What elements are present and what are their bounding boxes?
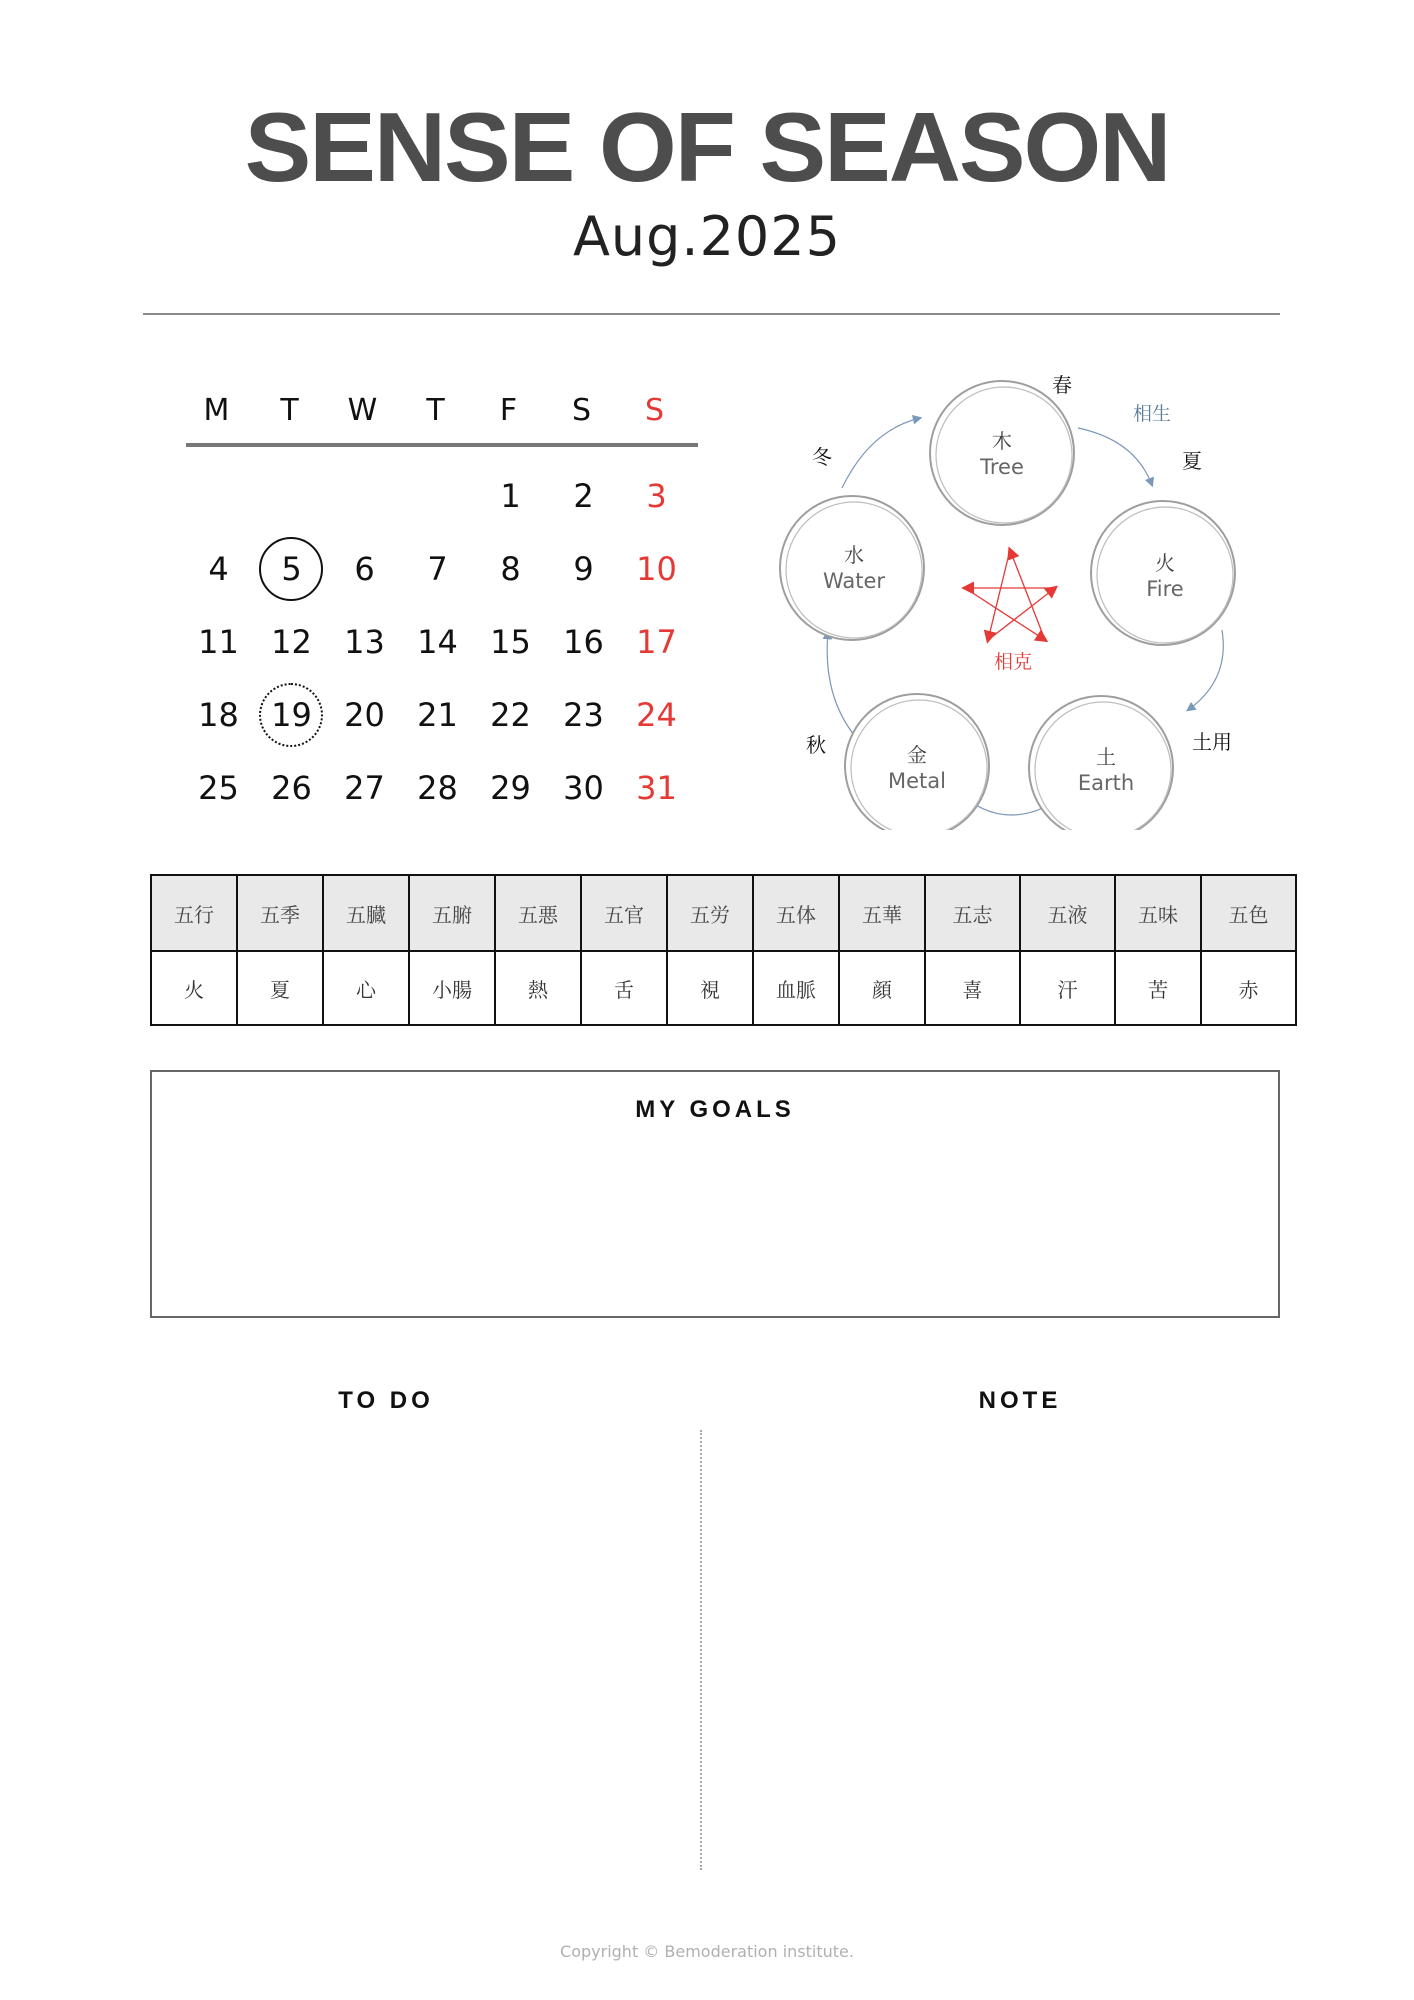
calendar-day-18[interactable]: 18 [198, 696, 239, 734]
table-value-cell: 視 [667, 951, 753, 1025]
calendar-week-row [182, 606, 702, 679]
calendar-day-2[interactable]: 2 [573, 477, 594, 515]
calendar-day-13[interactable]: 13 [344, 623, 385, 661]
table-value-cell: 心 [323, 951, 409, 1025]
month-subtitle: Aug.2025 [572, 205, 842, 268]
calendar-day-empty [328, 460, 401, 533]
season-summer: 夏 [1182, 449, 1202, 473]
calendar-day-29[interactable]: 29 [490, 769, 531, 807]
note-title: NOTE [978, 1387, 1062, 1414]
element-earth-kanji: 土 [1096, 745, 1116, 769]
arrow-tree-to-fire [1078, 428, 1152, 485]
table-value-cell: 夏 [237, 951, 323, 1025]
calendar-day-20[interactable]: 20 [344, 696, 385, 734]
weekday-wed: W [347, 393, 378, 428]
table-value-cell: 舌 [581, 951, 667, 1025]
season-autumn: 秋 [806, 733, 826, 757]
table-header-cell: 五味 [1115, 875, 1201, 951]
table-header-cell: 五官 [581, 875, 667, 951]
calendar-day-23[interactable]: 23 [563, 696, 604, 734]
weekday-tue: T [280, 393, 299, 428]
calendar-day-empty [182, 460, 255, 533]
season-doyo: 土用 [1192, 730, 1232, 754]
table-value-row [151, 951, 1296, 1025]
weekday-mon: M [203, 393, 230, 428]
element-circle-tree [930, 381, 1074, 525]
arrow-fire-to-earth [1188, 630, 1223, 710]
calendar-week-row [182, 679, 702, 752]
calendar-day-14[interactable]: 14 [417, 623, 458, 661]
element-metal-kanji: 金 [907, 743, 927, 767]
goals-title: MY GOALS [635, 1096, 795, 1123]
calendar-day-empty [255, 460, 328, 533]
calendar-header-rule [186, 443, 698, 447]
calendar-day-16[interactable]: 16 [563, 623, 604, 661]
element-circle-water [780, 496, 924, 640]
calendar-day-26[interactable]: 26 [271, 769, 312, 807]
table-header-cell: 五行 [151, 875, 237, 951]
calendar-day-9[interactable]: 9 [573, 550, 594, 588]
season-winter: 冬 [812, 445, 832, 469]
weekday-sat: S [571, 393, 592, 428]
calendar-day-6[interactable]: 6 [354, 550, 375, 588]
weekday-thu: T [426, 393, 445, 428]
generating-label: 相生 [1132, 403, 1172, 425]
calendar-day-1[interactable]: 1 [500, 477, 521, 515]
calendar-day-28[interactable]: 28 [417, 769, 458, 807]
element-metal-name: Metal [888, 769, 946, 793]
element-water-kanji: 水 [844, 543, 864, 567]
element-fire-name: Fire [1146, 577, 1184, 601]
table-value-cell: 苦 [1115, 951, 1201, 1025]
weekday-sun: S [644, 393, 665, 428]
element-water-name: Water [822, 569, 886, 593]
calendar-day-25[interactable]: 25 [198, 769, 239, 807]
calendar-day-empty [401, 460, 474, 533]
element-tree-kanji: 木 [992, 429, 1012, 453]
calendar-day-3[interactable]: 3 [646, 477, 667, 515]
table-header-row [151, 875, 1296, 951]
calendar-day-19[interactable]: 19 [255, 679, 328, 752]
element-tree-name: Tree [980, 455, 1024, 479]
five-elements-table [150, 874, 1297, 1026]
table-value-cell: 血脈 [753, 951, 839, 1025]
calendar-day-8[interactable]: 8 [500, 550, 521, 588]
page-title: SENSE OF SEASON [244, 92, 1170, 202]
element-fire-kanji: 火 [1155, 551, 1175, 575]
dotted-highlight-circle [259, 683, 323, 747]
calendar-day-17[interactable]: 17 [636, 623, 677, 661]
calendar-day-31[interactable]: 31 [636, 769, 677, 807]
table-value-cell: 火 [151, 951, 237, 1025]
calendar-week-row [182, 752, 702, 825]
table-header-cell: 五悪 [495, 875, 581, 951]
five-elements-diagram [760, 370, 1280, 830]
table-header-cell: 五腑 [409, 875, 495, 951]
table-header-cell: 五志 [925, 875, 1020, 951]
season-spring: 春 [1052, 373, 1072, 397]
todo-note-divider [700, 1430, 702, 1870]
table-value-cell: 小腸 [409, 951, 495, 1025]
calendar-day-11[interactable]: 11 [198, 623, 239, 661]
calendar-day-27[interactable]: 27 [344, 769, 385, 807]
calendar-day-21[interactable]: 21 [417, 696, 458, 734]
element-earth-name: Earth [1077, 771, 1135, 795]
table-value-cell: 熱 [495, 951, 581, 1025]
table-value-cell: 顔 [839, 951, 925, 1025]
calendar-day-7[interactable]: 7 [427, 550, 448, 588]
arrow-metal-to-water [827, 632, 860, 742]
table-header-cell: 五液 [1020, 875, 1115, 951]
table-header-cell: 五季 [237, 875, 323, 951]
calendar-week-row [182, 460, 702, 533]
calendar-day-22[interactable]: 22 [490, 696, 531, 734]
controlling-label: 相克 [993, 651, 1033, 673]
calendar-day-15[interactable]: 15 [490, 623, 531, 661]
calendar-grid [182, 460, 702, 825]
header-divider [143, 313, 1280, 315]
table-value-cell: 赤 [1201, 951, 1296, 1025]
calendar-day-24[interactable]: 24 [636, 696, 677, 734]
table-value-cell: 汗 [1020, 951, 1115, 1025]
arrow-water-to-tree [842, 418, 920, 488]
copyright-footer: Copyright © Bemoderation institute. [560, 1942, 854, 1961]
table-header-cell: 五臓 [323, 875, 409, 951]
goals-box[interactable] [150, 1070, 1280, 1318]
calendar-day-12[interactable]: 12 [271, 623, 312, 661]
table-header-cell: 五体 [753, 875, 839, 951]
weekday-fri: F [499, 393, 518, 428]
controlling-star [965, 550, 1055, 640]
highlight-circle [259, 537, 323, 601]
calendar-week-row [182, 533, 702, 606]
calendar-day-4[interactable]: 4 [208, 550, 229, 588]
table-header-cell: 五華 [839, 875, 925, 951]
calendar-day-30[interactable]: 30 [563, 769, 604, 807]
todo-title: TO DO [338, 1387, 434, 1414]
calendar-day-5[interactable]: 5 [255, 533, 328, 606]
calendar-day-10[interactable]: 10 [636, 550, 677, 588]
table-value-cell: 喜 [925, 951, 1020, 1025]
calendar-weekday-header [180, 388, 700, 434]
table-header-cell: 五労 [667, 875, 753, 951]
table-header-cell: 五色 [1201, 875, 1296, 951]
